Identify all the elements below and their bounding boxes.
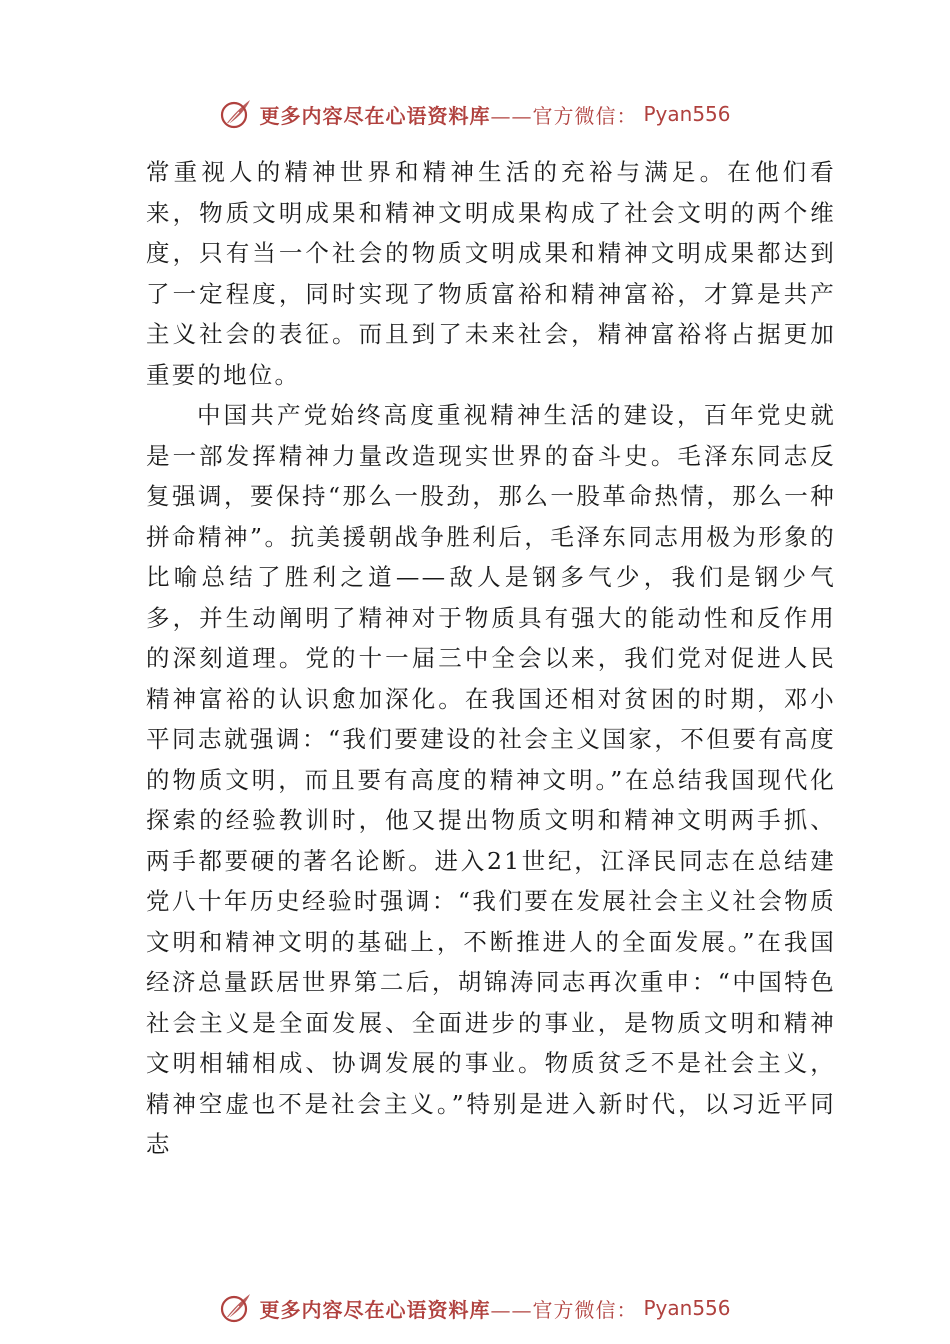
banner-wechat-id: Pyan556 — [643, 1296, 731, 1320]
header-banner — [0, 92, 950, 136]
banner-title — [259, 1294, 637, 1323]
quill-pen-icon — [219, 97, 253, 131]
banner-library-name: 更多内容尽在心语资料库 — [259, 103, 491, 128]
banner-library-name: 更多内容尽在心语资料库 — [259, 1297, 491, 1322]
banner-dash: ——官方微信： — [490, 103, 638, 128]
banner-wechat-id: Pyan556 — [643, 102, 731, 126]
paragraph-1: 常重视人的精神世界和精神生活的充裕与满足。在他们看来，物质文明成果和精神文明成果构成了社会文明的两个维度，只有当一个社会的物质文明成果和精神文明成果都达到了一定程度，同时实现了物质富裕和精神富裕，才算是共产主义社会的表征。而且到了未来社会，精神富裕将占据更加重要的地位。 — [146, 158, 836, 389]
paragraph-2: 中国共产党始终高度重视精神生活的建设，百年党史就是一部发挥精神力量改造现实世界的奋斗史。毛泽东同志反复强调，要保持“那么一股劲，那么一股革命热情，那么一种拼命精神”。抗美援朝战争胜利后，毛泽东同志用极为形象的比喻总结了胜利之道——敌人是钢多气少，我们是钢少气多，并生动阐明了精神对于物质具有强大的能动性和反作用的深刻道理。党的十一届三中全会以来，我们党对促进人民精神富裕的认识愈加深化。在我国还相对贫困的时期，邓小平同志就强调：“我们要建设的社会主义国家，不但要有高度的物质文明，而且要有高度的精神文明。”在总结我国现代化探索的经验教训时，他又提出物质文明和精神文明两手抓、两手都要硬的著名论断。进入21世纪，江泽民同志在总结建党八十年历史经验时强调：“我们要在发展社会主义社会物质文明和精神文明的基础上，不断推进人的全面发展。”在我国经济总量跃居世界第二后，胡锦涛同志再次重申：“中国特色社会主义是全面发展、全面进步的事业，是物质文明和精神文明相辅相成、协调发展的事业。物质贫乏不是社会主义，精神空虚也不是社会主义。”特别是进入新时代，以习近平同志 — [146, 401, 836, 1158]
document-body — [146, 152, 836, 1165]
banner-title — [259, 100, 637, 129]
quill-pen-icon — [219, 1291, 253, 1325]
banner-dash: ——官方微信： — [490, 1297, 638, 1322]
footer-banner — [0, 1286, 950, 1330]
